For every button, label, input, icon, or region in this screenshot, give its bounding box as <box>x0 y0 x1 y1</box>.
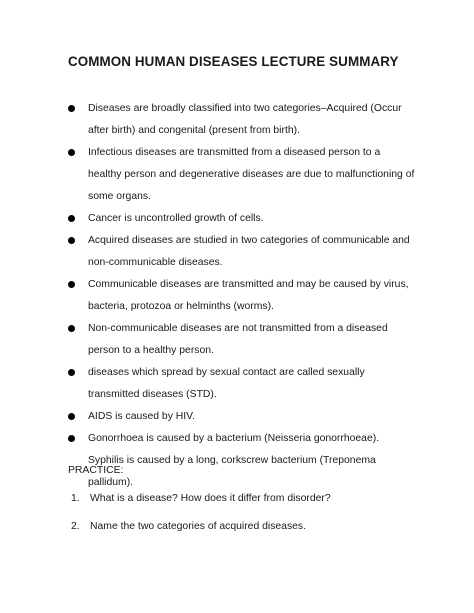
bullet-dot-icon <box>68 369 75 376</box>
document-title: COMMON HUMAN DISEASES LECTURE SUMMARY <box>68 54 399 69</box>
bullet-dot-icon <box>68 149 75 156</box>
bullet-text: Communicable diseases are transmitted and may be caused by virus, bacteria, protozoa or helminths (worms). <box>88 279 409 312</box>
bullet-item <box>0 142 474 208</box>
bullet-item <box>0 318 474 362</box>
practice-question <box>0 492 474 506</box>
bullet-item <box>0 98 474 142</box>
bullet-item <box>0 230 474 274</box>
bullet-dot-icon <box>68 413 75 420</box>
question-number: 2. <box>71 521 80 532</box>
question-number: 1. <box>71 493 80 504</box>
bullet-dot-icon <box>68 105 75 112</box>
bullet-dot-icon <box>68 325 75 332</box>
bullet-dot-icon <box>68 435 75 442</box>
question-text: What is a disease? How does it differ from disorder? <box>90 493 331 504</box>
bullet-text: AIDS is caused by HIV. <box>88 411 196 422</box>
bullet-text: Acquired diseases are studied in two categories of communicable and non-communicable diseases. <box>88 235 410 268</box>
bullet-dot-icon <box>68 237 75 244</box>
bullet-dot-icon <box>68 215 75 222</box>
bullet-text: diseases which spread by sexual contact are called sexually transmitted diseases (STD). <box>88 367 365 400</box>
bullet-item <box>0 362 474 406</box>
practice-question <box>0 520 474 534</box>
bullet-item <box>0 406 474 428</box>
bullet-text: Infectious diseases are transmitted from a diseased person to a healthy person and degenerative diseases are due to malfunctioning of some organs. <box>88 147 415 202</box>
bullet-text: Non-communicable diseases are not transmitted from a diseased person to a healthy person. <box>88 323 388 356</box>
bullet-item <box>0 428 474 494</box>
question-text: Name the two categories of acquired diseases. <box>90 521 307 532</box>
bullet-text: Cancer is uncontrolled growth of cells. <box>88 213 264 224</box>
bullet-dot-icon <box>68 281 75 288</box>
practice-heading: PRACTICE: <box>68 465 124 476</box>
bullet-text: Diseases are broadly classified into two categories–Acquired (Occur after birth) and congenital (present from birth). <box>88 103 402 136</box>
bullet-text: Gonorrhoea is caused by a bacterium (Neisseria gonorrhoeae). Syphilis is caused by a long, corkscrew bacterium (Treponema pallidum). <box>88 433 380 488</box>
bullet-item <box>0 208 474 230</box>
bullet-item <box>0 274 474 318</box>
practice-question-list <box>0 492 474 548</box>
summary-bullet-list <box>0 98 474 494</box>
